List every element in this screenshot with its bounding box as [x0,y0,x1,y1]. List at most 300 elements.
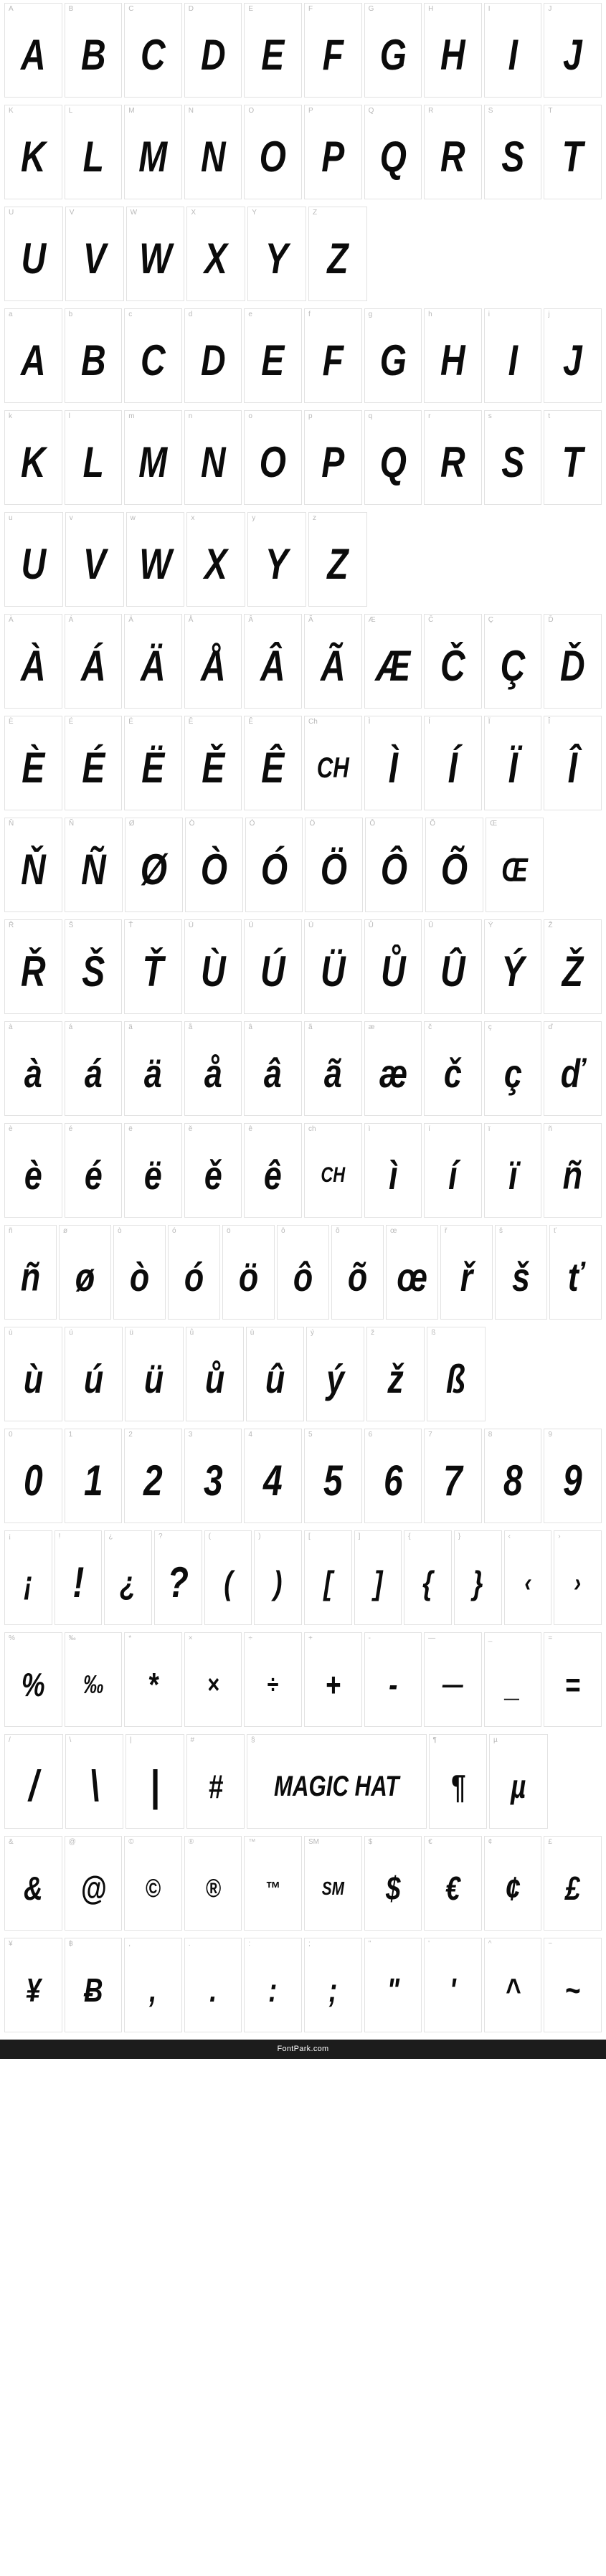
glyph-cell[interactable] [484,1021,542,1116]
glyph-cell[interactable] [354,1530,402,1625]
glyph-code-label: ç [488,1023,492,1031]
glyph-cell[interactable] [306,1327,364,1421]
glyph-code-label: Č [428,616,434,624]
glyph-cell[interactable] [454,1530,502,1625]
glyph-cell[interactable] [247,1734,427,1829]
glyph-cell[interactable] [364,1836,422,1931]
glyph-cell[interactable] [124,919,182,1014]
glyph-cell[interactable] [244,1836,302,1931]
glyph-cell[interactable] [544,410,602,505]
glyph-sample: Ť [142,947,164,995]
glyph-cell[interactable] [4,818,62,912]
glyph-cell[interactable] [304,410,362,505]
glyph-cell[interactable] [65,308,123,403]
glyph-sample: G [379,31,407,79]
glyph-cell[interactable] [331,1225,384,1320]
glyph-sample: á [84,1051,103,1096]
glyph-cell[interactable] [124,1836,182,1931]
glyph-cell[interactable] [4,1225,57,1320]
glyph-cell[interactable] [244,614,302,709]
glyph-cell[interactable] [304,1429,362,1523]
glyph-row [4,1225,602,1320]
glyph-cell[interactable] [364,1429,422,1523]
glyph-sample: _ [505,1666,521,1703]
glyph-cell[interactable] [222,1225,275,1320]
glyph-row [4,1734,602,1829]
glyph-cell[interactable] [254,1530,302,1625]
glyph-code-label: ò [118,1227,122,1235]
glyph-sample: D [200,31,226,79]
glyph-sample: Ü [320,947,346,995]
glyph-sample: ] [373,1564,383,1601]
glyph-cell[interactable] [484,105,542,199]
glyph-cell[interactable] [364,3,422,98]
glyph-cell[interactable] [244,716,302,810]
glyph-cell[interactable] [495,1225,547,1320]
glyph-cell[interactable] [424,105,482,199]
glyph-cell[interactable] [544,1836,602,1931]
glyph-cell[interactable] [484,410,542,505]
glyph-cell[interactable] [4,3,62,98]
glyph-cell[interactable] [4,410,62,505]
glyph-cell[interactable] [65,410,123,505]
glyph-cell[interactable] [184,716,242,810]
glyph-code-label: = [548,1634,553,1642]
glyph-cell[interactable] [125,818,183,912]
glyph-cell[interactable] [124,105,182,199]
glyph-cell[interactable] [245,818,303,912]
glyph-cell[interactable] [65,1734,124,1829]
glyph-cell[interactable] [4,512,63,607]
glyph-code-label: æ [368,1023,375,1031]
glyph-cell[interactable] [184,1021,242,1116]
glyph-code-label: E [248,5,254,13]
glyph-cell[interactable] [65,1123,123,1218]
glyph-sample: # [208,1768,223,1805]
glyph-cell[interactable] [4,1429,62,1523]
glyph-cell[interactable] [244,1429,302,1523]
glyph-cell[interactable] [544,614,602,709]
glyph-sample: Š [81,947,105,995]
glyph-code-label: L [68,107,73,115]
glyph-sample: J [563,31,582,79]
glyph-code-label: d [188,311,193,318]
glyph-cell[interactable] [424,308,482,403]
glyph-code-label: ‰ [68,1634,76,1642]
glyph-sample: ) [273,1564,283,1601]
glyph-cell[interactable] [484,614,542,709]
glyph-cell[interactable] [124,1021,182,1116]
glyph-code-label: U [9,209,14,217]
glyph-cell[interactable] [184,3,242,98]
glyph-cell[interactable] [504,1530,552,1625]
glyph-cell[interactable] [484,308,542,403]
glyph-code-label: z [312,514,316,522]
glyph-code-label: B [68,5,74,13]
glyph-cell[interactable] [184,1836,242,1931]
glyph-cell[interactable] [4,1632,62,1727]
glyph-cell[interactable] [544,1021,602,1116]
glyph-sample: + [325,1666,341,1703]
glyph-code-label: µ [493,1736,498,1744]
glyph-sample: 5 [323,1457,343,1505]
glyph-cell[interactable] [304,1530,352,1625]
glyph-cell[interactable] [308,512,367,607]
glyph-cell[interactable] [277,1225,329,1320]
glyph-cell[interactable] [126,1734,184,1829]
glyph-cell[interactable] [186,207,245,301]
glyph-cell[interactable] [184,1632,242,1727]
glyph-cell[interactable] [424,1021,482,1116]
glyph-cell[interactable] [364,410,422,505]
glyph-sample: G [379,336,407,384]
glyph-cell[interactable] [186,512,245,607]
glyph-code-label: Ó [249,820,255,828]
glyph-sample: Ú [260,947,286,995]
glyph-cell[interactable] [484,3,542,98]
glyph-cell[interactable] [247,207,306,301]
glyph-cell[interactable] [184,1123,242,1218]
glyph-cell[interactable] [244,919,302,1014]
glyph-cell[interactable] [104,1530,152,1625]
glyph-code-label: § [251,1736,255,1744]
glyph-cell[interactable] [424,1938,482,2032]
glyph-cell[interactable] [304,1836,362,1931]
glyph-cell[interactable] [424,3,482,98]
glyph-cell[interactable] [364,308,422,403]
glyph-code-label: é [68,1125,73,1133]
glyph-cell[interactable] [125,1327,183,1421]
glyph-cell[interactable] [304,308,362,403]
glyph-cell[interactable] [365,818,423,912]
glyph-cell[interactable] [544,716,602,810]
glyph-cell[interactable] [424,919,482,1014]
glyph-code-label: ü [129,1329,133,1337]
glyph-sample: L [82,133,104,181]
glyph-cell[interactable] [186,1734,245,1829]
glyph-cell[interactable] [65,512,124,607]
glyph-code-label: h [428,311,432,318]
glyph-cell[interactable] [308,207,367,301]
glyph-cell[interactable] [424,1836,482,1931]
glyph-cell[interactable] [424,716,482,810]
glyph-sample: : [268,1971,278,2009]
glyph-code-label: [ [308,1533,311,1540]
glyph-cell[interactable] [246,1327,304,1421]
glyph-sample: ß [446,1356,466,1401]
glyph-cell[interactable] [244,1632,302,1727]
glyph-cell[interactable] [124,1429,182,1523]
glyph-code-label: i [488,311,490,318]
glyph-code-label: Ä [128,616,133,624]
glyph-code-label: č [428,1023,432,1031]
glyph-cell[interactable] [364,1938,422,2032]
glyph-cell[interactable] [124,308,182,403]
glyph-sample: / [29,1762,39,1810]
glyph-cell[interactable] [65,716,123,810]
glyph-cell[interactable] [4,1327,62,1421]
glyph-code-label: ť [554,1227,557,1235]
glyph-cell[interactable] [544,1632,602,1727]
glyph-cell[interactable] [124,716,182,810]
glyph-cell[interactable] [124,1938,182,2032]
glyph-cell[interactable] [304,105,362,199]
glyph-cell[interactable] [544,308,602,403]
glyph-cell[interactable] [55,1530,103,1625]
glyph-code-label: ¶ [432,1736,437,1744]
glyph-cell[interactable] [65,1327,123,1421]
glyph-cell[interactable] [124,410,182,505]
glyph-cell[interactable] [4,207,63,301]
glyph-cell[interactable] [244,1021,302,1116]
glyph-cell[interactable] [364,614,422,709]
glyph-cell[interactable] [429,1734,488,1829]
glyph-sample: SM [321,1877,344,1899]
glyph-cell[interactable] [4,716,62,810]
glyph-sample: @ [80,1870,106,1907]
glyph-cell[interactable] [4,1836,62,1931]
glyph-code-label: I [488,5,491,13]
glyph-sample: Ř [20,947,46,995]
glyph-cell[interactable] [484,1938,542,2032]
glyph-sample: B [80,336,106,384]
glyph-cell[interactable] [184,919,242,1014]
glyph-cell[interactable] [244,1123,302,1218]
glyph-cell[interactable] [65,3,123,98]
glyph-cell[interactable] [124,1123,182,1218]
glyph-code-label: 6 [368,1431,373,1439]
glyph-cell[interactable] [204,1530,252,1625]
glyph-sample: O [259,438,287,486]
glyph-cell[interactable] [484,919,542,1014]
glyph-code-label: ř [445,1227,448,1235]
glyph-cell[interactable] [244,308,302,403]
glyph-sample: A [20,31,46,79]
glyph-cell[interactable] [244,1938,302,2032]
glyph-sample: Ø [140,846,167,894]
glyph-sample: 3 [203,1457,223,1505]
glyph-code-label: o [248,412,252,420]
glyph-cell[interactable] [126,512,185,607]
glyph-cell[interactable] [113,1225,166,1320]
glyph-cell[interactable] [404,1530,452,1625]
glyph-code-label: ch [308,1125,316,1133]
glyph-cell[interactable] [65,818,123,912]
glyph-cell[interactable] [554,1530,602,1625]
glyph-code-label: Æ [368,616,376,624]
glyph-cell[interactable] [184,1429,242,1523]
glyph-sample: ‹ [524,1568,531,1597]
glyph-cell[interactable] [544,1938,602,2032]
glyph-cell[interactable] [186,1327,244,1421]
glyph-cell[interactable] [4,105,62,199]
glyph-sample: 7 [443,1457,463,1505]
glyph-sample: CH [316,752,349,784]
glyph-cell[interactable] [65,1429,123,1523]
glyph-cell[interactable] [184,308,242,403]
glyph-cell[interactable] [386,1225,438,1320]
glyph-cell[interactable] [549,1225,602,1320]
glyph-cell[interactable] [304,919,362,1014]
glyph-cell[interactable] [65,919,123,1014]
glyph-code-label: Ë [128,718,133,726]
glyph-cell[interactable] [364,919,422,1014]
glyph-sample: Ď [560,642,585,690]
glyph-cell[interactable] [544,3,602,98]
glyph-cell[interactable] [184,410,242,505]
glyph-cell[interactable] [544,105,602,199]
glyph-cell[interactable] [124,1632,182,1727]
glyph-cell[interactable] [364,1123,422,1218]
glyph-cell[interactable] [244,105,302,199]
glyph-cell[interactable] [4,614,62,709]
glyph-cell[interactable] [489,1734,548,1829]
glyph-cell[interactable] [4,1021,62,1116]
glyph-cell[interactable] [59,1225,111,1320]
glyph-cell[interactable] [126,207,185,301]
glyph-sample: ¶ [450,1768,465,1805]
glyph-cell[interactable] [4,919,62,1014]
glyph-sample: © [145,1873,161,1903]
glyph-sample: Y [265,540,289,588]
glyph-cell[interactable] [304,1632,362,1727]
glyph-sample: ť [567,1254,584,1299]
glyph-cell[interactable] [484,1429,542,1523]
glyph-cell[interactable] [4,1123,62,1218]
glyph-cell[interactable] [484,1632,542,1727]
glyph-row [4,1123,602,1218]
glyph-sample: 6 [383,1457,403,1505]
glyph-sample: ì [388,1152,398,1198]
glyph-sample: J [563,336,582,384]
glyph-sample: õ [347,1254,368,1299]
glyph-sample: % [21,1666,45,1703]
glyph-sample: E [261,336,285,384]
glyph-cell[interactable] [154,1530,202,1625]
glyph-cell[interactable] [484,1123,542,1218]
glyph-code-label: ø [63,1227,68,1235]
glyph-cell[interactable] [366,1327,425,1421]
glyph-cell[interactable] [427,1327,485,1421]
glyph-code-label: v [69,514,73,522]
glyph-cell[interactable] [247,512,306,607]
glyph-sample: œ [397,1254,427,1299]
glyph-cell[interactable] [184,1938,242,2032]
glyph-sample: | [150,1762,160,1810]
glyph-code-label: ï [488,1125,491,1133]
glyph-cell[interactable] [304,614,362,709]
glyph-sample: 1 [83,1457,103,1505]
glyph-cell[interactable] [304,716,362,810]
glyph-cell[interactable] [124,614,182,709]
glyph-cell[interactable] [65,105,123,199]
glyph-cell[interactable] [304,3,362,98]
glyph-cell[interactable] [544,919,602,1014]
glyph-sample: ů [204,1356,224,1401]
glyph-code-label: Í [428,718,430,726]
glyph-sample: ë [144,1152,162,1198]
glyph-cell[interactable] [424,1632,482,1727]
glyph-row [4,818,602,912]
glyph-sample: A [20,336,46,384]
glyph-cell[interactable] [184,105,242,199]
glyph-cell[interactable] [65,1836,123,1931]
glyph-cell[interactable] [440,1225,493,1320]
glyph-code-label: á [68,1023,73,1031]
glyph-sample: W [138,540,172,588]
footer-label: FontPark.com [277,2045,329,2053]
glyph-cell[interactable] [424,1123,482,1218]
glyph-sample: ě [204,1152,222,1198]
glyph-cell[interactable] [65,1021,123,1116]
glyph-cell[interactable] [65,1938,123,2032]
glyph-cell[interactable] [4,1938,62,2032]
glyph-cell[interactable] [544,1429,602,1523]
glyph-cell[interactable] [484,716,542,810]
glyph-sample: Â [260,642,286,690]
glyph-sample: T [562,438,584,486]
glyph-cell[interactable] [544,1123,602,1218]
glyph-cell[interactable] [304,1021,362,1116]
glyph-sample: 9 [563,1457,582,1505]
glyph-cell[interactable] [65,1632,123,1727]
glyph-sample: Æ [375,642,410,690]
glyph-code-label: ™ [248,1838,256,1846]
glyph-code-label: ã [308,1023,313,1031]
glyph-cell[interactable] [184,614,242,709]
glyph-code-label: ó [172,1227,176,1235]
glyph-sample: D [200,336,226,384]
glyph-cell[interactable] [304,1123,362,1218]
glyph-cell[interactable] [305,818,363,912]
glyph-cell[interactable] [364,1021,422,1116]
glyph-cell[interactable] [424,1429,482,1523]
glyph-cell[interactable] [304,1938,362,2032]
glyph-code-label: Ã [308,616,313,624]
glyph-cell[interactable] [65,207,124,301]
glyph-cell[interactable] [364,716,422,810]
glyph-cell[interactable] [4,1734,63,1829]
glyph-cell[interactable] [124,3,182,98]
glyph-cell[interactable] [364,105,422,199]
glyph-cell[interactable] [168,1225,220,1320]
glyph-cell[interactable] [244,410,302,505]
glyph-cell[interactable] [185,818,243,912]
glyph-cell[interactable] [424,410,482,505]
glyph-code-label: × [188,1634,193,1642]
glyph-cell[interactable] [4,308,62,403]
glyph-sample: Ě [202,744,225,792]
glyph-sample: ä [144,1051,162,1096]
glyph-cell[interactable] [484,1836,542,1931]
glyph-cell[interactable] [244,3,302,98]
glyph-cell[interactable] [424,614,482,709]
glyph-cell[interactable] [364,1632,422,1727]
glyph-cell[interactable] [486,818,544,912]
glyph-cell[interactable] [425,818,483,912]
glyph-sample: ø [75,1254,95,1299]
glyph-code-label: Ř [9,922,14,929]
glyph-code-label: | [130,1736,132,1744]
glyph-code-label: + [308,1634,313,1642]
glyph-sample: Ô [381,846,408,894]
glyph-cell[interactable] [4,1530,52,1625]
glyph-code-label: S [488,107,493,115]
glyph-cell[interactable] [65,614,123,709]
glyph-code-label: 9 [548,1431,552,1439]
glyph-row [4,410,602,505]
glyph-code-label: ¡ [9,1533,11,1540]
